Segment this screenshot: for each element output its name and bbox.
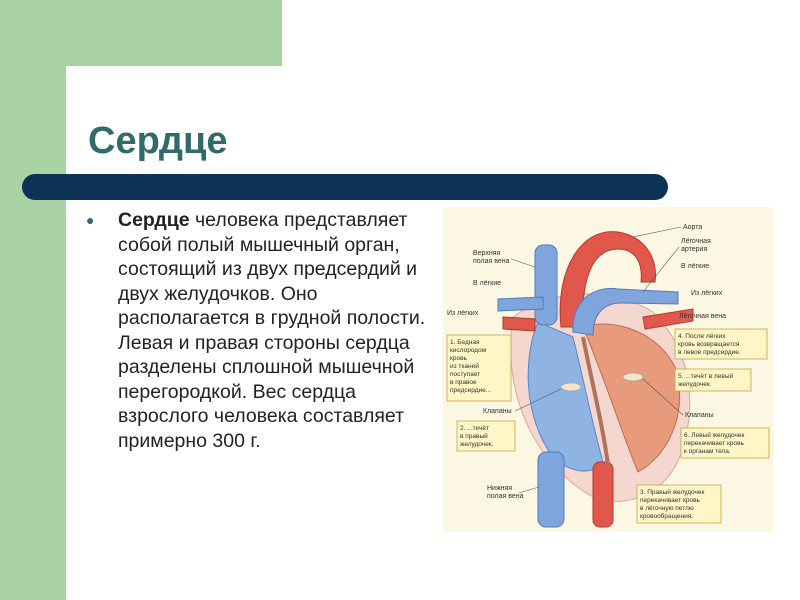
label-from-lungs-right: Из лёгких: [691, 290, 723, 297]
info-box-2-line-3: желудочек.: [460, 441, 494, 448]
mitral-valve: [623, 373, 643, 381]
body-paragraph: [118, 208, 428, 453]
info-box-4-line-1: 4. После лёгких: [678, 333, 726, 340]
descending-aorta: [593, 462, 613, 527]
label-from-lungs-left: Из лёгких: [447, 310, 479, 317]
title-underline-bar: [22, 174, 668, 200]
label-valves-left: Клапаны: [483, 408, 512, 415]
pulmonary-vein-left: [503, 317, 535, 331]
tricuspid-valve: [561, 383, 581, 391]
heart-diagram: [443, 207, 773, 532]
info-box-3-line-2: перекачивает кровь: [640, 497, 700, 504]
info-box-3-line-3: в лёгочную петлю: [640, 505, 694, 512]
info-box-5-line-2: желудочек.: [678, 381, 712, 388]
info-box-4-line-2: кровь возвращается: [678, 341, 740, 348]
label-ivc-2: полая вена: [487, 493, 524, 500]
info-box-3-line-4: кровообращения.: [640, 513, 694, 520]
pulmonary-artery-left-branch: [498, 297, 543, 311]
label-ivc-1: Нижняя: [487, 485, 513, 492]
label-valves-right: Клапаны: [685, 412, 714, 419]
info-box-2: [457, 421, 515, 451]
heart-diagram-svg: [443, 207, 773, 532]
body-bold-term: Сердце: [118, 209, 190, 231]
body-text-rest: человека представляет собой полый мышечный орган, состоящий из двух предсердий и двух желудочков. Оно располагается в грудной полости. Левая и правая стороны сердца разделены сплошной мышечной перегородкой. Вес сердца взрослого человека составляет примерно 300 г.: [118, 209, 426, 452]
label-to-lungs-right: В лёгкие: [681, 263, 710, 270]
info-box-2-line-2: в правый: [460, 433, 488, 440]
label-pulm-artery-1: Лёгочная: [681, 238, 711, 245]
superior-vena-cava: [535, 245, 557, 325]
label-svc-2: полая вена: [473, 258, 510, 265]
info-box-6-line-3: к органам тела.: [684, 448, 731, 455]
info-box-1-line-2: кислородом: [450, 347, 487, 354]
info-box-1-line-7: предсердие...: [450, 387, 492, 394]
background-green-left: [0, 0, 66, 600]
info-box-6-line-1: 6. Левый желудочек: [684, 432, 745, 439]
label-svc-1: Верхняя: [473, 250, 501, 257]
info-box-1-line-5: поступает: [450, 371, 481, 378]
label-to-lungs-left: В лёгкие: [473, 280, 502, 287]
bullet-dot-icon: ●: [86, 212, 95, 228]
info-box-1-line-4: из тканей: [450, 363, 479, 370]
info-box-6-line-2: перекачивает кровь: [684, 440, 744, 447]
slide-title: Сердце: [88, 120, 228, 162]
inferior-vena-cava: [538, 452, 564, 527]
leader-aorta: [633, 227, 681, 237]
label-pulm-vein: Лёгочная вена: [679, 313, 727, 320]
info-box-6: [681, 428, 769, 458]
info-box-3: [637, 485, 721, 523]
label-pulm-artery-2: артерия: [681, 246, 708, 253]
info-box-5-line-1: 5. ...течёт в левый: [678, 373, 734, 380]
info-box-1-line-1: 1. Бедная: [450, 339, 480, 346]
info-box-5: [675, 369, 751, 391]
info-box-4: [675, 329, 767, 359]
info-box-1-line-3: кровь: [450, 355, 467, 362]
info-box-4-line-3: в левое предсердие.: [678, 349, 741, 356]
info-box-1-line-6: в правое: [450, 379, 477, 386]
info-box-2-line-1: 2. ...течёт: [460, 425, 489, 432]
label-aorta: Аорта: [683, 224, 703, 231]
info-box-3-line-1: 3. Правый желудочек: [640, 489, 705, 496]
background-green-top: [0, 0, 282, 66]
info-box-1: [447, 335, 511, 401]
leader-ivc: [519, 487, 539, 493]
leader-svc: [511, 259, 535, 267]
